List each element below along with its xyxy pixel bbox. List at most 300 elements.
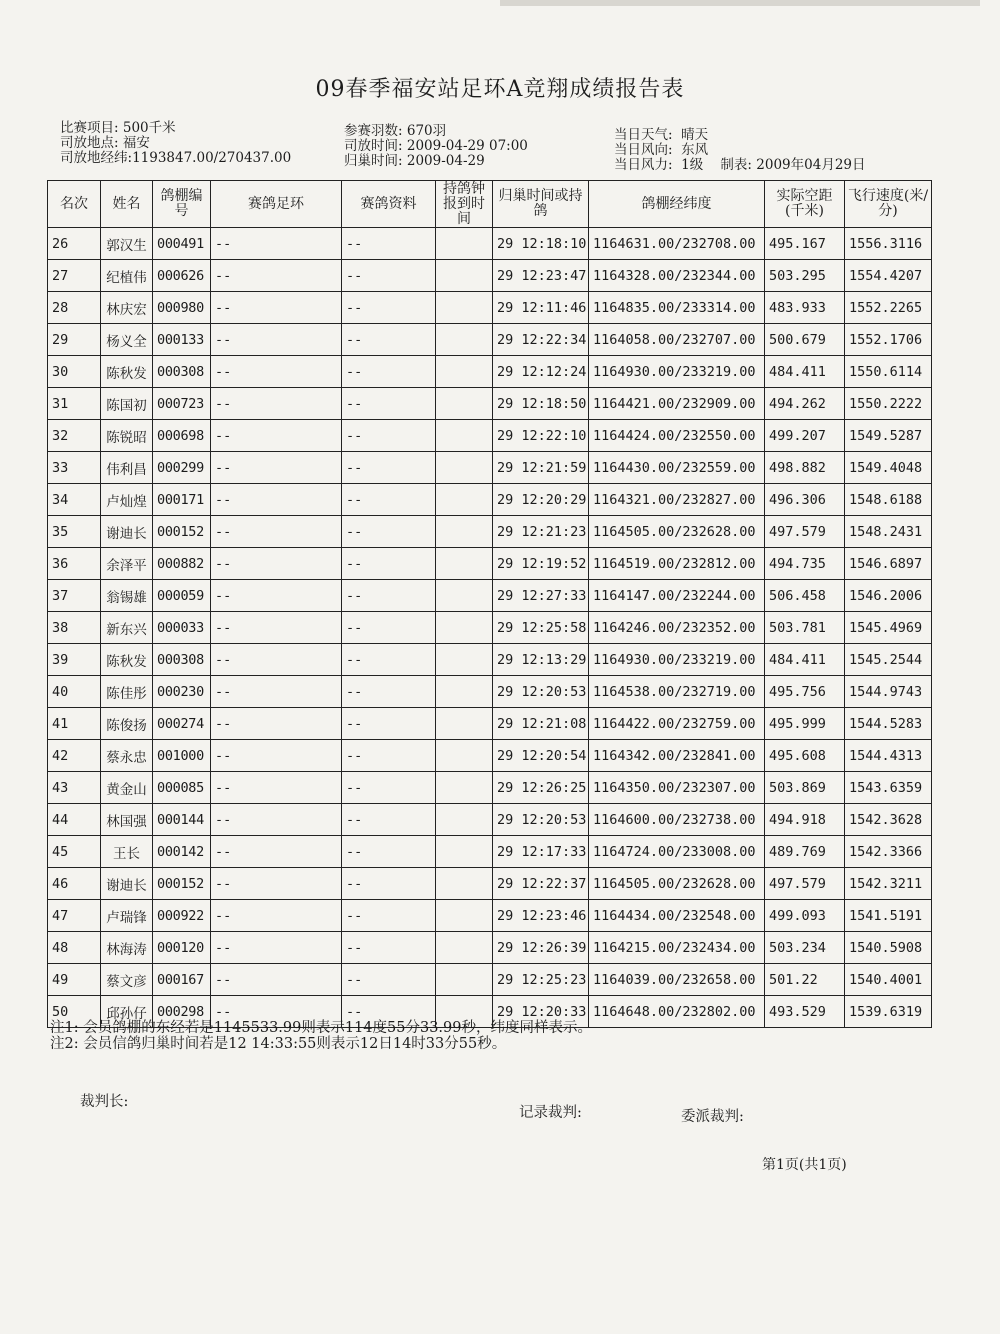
cell-coords: 1164430.00/232559.00: [589, 452, 765, 484]
cell-coords: 1164147.00/232244.00: [589, 580, 765, 612]
note-2: 注2: 会员信鸽归巢时间若是12 14:33:55则表示12日14时33分55秒。: [50, 1036, 507, 1052]
cell-info: --: [342, 388, 436, 420]
info-left: [60, 121, 291, 166]
wind-force-value: 1级: [681, 157, 704, 173]
cell-name: 伟利昌: [101, 452, 153, 484]
cell-speed: 1544.5283: [845, 708, 932, 740]
cell-speed: 1546.6897: [845, 548, 932, 580]
table-row: [48, 292, 932, 324]
table-row: [48, 804, 932, 836]
cell-rank: 46: [48, 868, 101, 900]
cell-loft-id: 000698: [153, 420, 211, 452]
cell-ring: --: [211, 292, 342, 324]
cell-rank: 33: [48, 452, 101, 484]
table-body: [48, 228, 932, 1028]
weather-label: 当日天气:: [614, 127, 673, 143]
cell-rank: 43: [48, 772, 101, 804]
cell-name: 陈佳彤: [101, 676, 153, 708]
results-table: [47, 180, 932, 1028]
cell-loft-id: 000299: [153, 452, 211, 484]
cell-name: 郭汉生: [101, 228, 153, 260]
cell-coords: 1164835.00/233314.00: [589, 292, 765, 324]
cell-info: --: [342, 452, 436, 484]
cell-loft-id: 000120: [153, 932, 211, 964]
cell-info: --: [342, 676, 436, 708]
chief-judge-label: 裁判长:: [80, 1094, 129, 1110]
cell-clock: [436, 548, 493, 580]
cell-speed: 1545.4969: [845, 612, 932, 644]
cell-rank: 37: [48, 580, 101, 612]
cell-distance: 489.769: [765, 836, 845, 868]
cell-speed: 1549.5287: [845, 420, 932, 452]
cell-ring: --: [211, 612, 342, 644]
cell-rank: 31: [48, 388, 101, 420]
cell-return: 29 12:18:50: [493, 388, 589, 420]
col-rank: 名次: [48, 181, 101, 228]
cell-loft-id: 000230: [153, 676, 211, 708]
cell-coords: 1164424.00/232550.00: [589, 420, 765, 452]
cell-info: --: [342, 516, 436, 548]
cell-clock: [436, 708, 493, 740]
cell-ring: --: [211, 324, 342, 356]
cell-loft-id: 000144: [153, 804, 211, 836]
cell-coords: 1164434.00/232548.00: [589, 900, 765, 932]
table-row: [48, 708, 932, 740]
cell-name: 谢迪长: [101, 516, 153, 548]
cell-coords: 1164505.00/232628.00: [589, 868, 765, 900]
cell-clock: [436, 260, 493, 292]
col-distance: 实际空距(千米): [765, 181, 845, 228]
cell-return: 29 12:21:23: [493, 516, 589, 548]
cell-return: 29 12:20:53: [493, 676, 589, 708]
cell-ring: --: [211, 420, 342, 452]
cell-speed: 1549.4048: [845, 452, 932, 484]
cell-distance: 503.781: [765, 612, 845, 644]
cell-rank: 28: [48, 292, 101, 324]
cell-loft-id: 000308: [153, 644, 211, 676]
release-coords-label: 司放地经纬:: [60, 150, 133, 166]
cell-info: --: [342, 708, 436, 740]
cell-loft-id: 000085: [153, 772, 211, 804]
col-speed: 飞行速度(米/分): [845, 181, 932, 228]
cell-rank: 42: [48, 740, 101, 772]
cell-info: --: [342, 772, 436, 804]
cell-coords: 1164600.00/232738.00: [589, 804, 765, 836]
cell-coords: 1164930.00/233219.00: [589, 644, 765, 676]
cell-distance: 497.579: [765, 516, 845, 548]
cell-return: 29 12:20:53: [493, 804, 589, 836]
col-clock: 持鸽钟报到时间: [436, 181, 493, 228]
cell-clock: [436, 612, 493, 644]
cell-distance: 495.608: [765, 740, 845, 772]
cell-rank: 36: [48, 548, 101, 580]
cell-speed: 1542.3628: [845, 804, 932, 836]
cell-rank: 29: [48, 324, 101, 356]
cell-loft-id: 000308: [153, 356, 211, 388]
cell-speed: 1542.3211: [845, 868, 932, 900]
cell-rank: 35: [48, 516, 101, 548]
cell-name: 陈秋发: [101, 644, 153, 676]
col-ring: 赛鸽足环: [211, 181, 342, 228]
cell-return: 29 12:26:39: [493, 932, 589, 964]
cell-name: 新东兴: [101, 612, 153, 644]
cell-info: --: [342, 356, 436, 388]
cell-distance: 493.529: [765, 996, 845, 1028]
cell-clock: [436, 356, 493, 388]
cell-coords: 1164342.00/232841.00: [589, 740, 765, 772]
cell-ring: --: [211, 836, 342, 868]
cell-return: 29 12:11:46: [493, 292, 589, 324]
cell-distance: 494.918: [765, 804, 845, 836]
cell-loft-id: 000167: [153, 964, 211, 996]
cell-clock: [436, 804, 493, 836]
col-info: 赛鸽资料: [342, 181, 436, 228]
cell-rank: 41: [48, 708, 101, 740]
cell-coords: 1164421.00/232909.00: [589, 388, 765, 420]
cell-rank: 27: [48, 260, 101, 292]
scan-edge: [500, 0, 980, 6]
col-name: 姓名: [101, 181, 153, 228]
cell-info: --: [342, 324, 436, 356]
cell-info: --: [342, 900, 436, 932]
table-row: [48, 356, 932, 388]
cell-return: 29 12:17:33: [493, 836, 589, 868]
table-row: [48, 644, 932, 676]
cell-name: 蔡文彦: [101, 964, 153, 996]
cell-clock: [436, 580, 493, 612]
cell-rank: 47: [48, 900, 101, 932]
cell-loft-id: 000491: [153, 228, 211, 260]
cell-speed: 1550.6114: [845, 356, 932, 388]
cell-ring: --: [211, 356, 342, 388]
cell-speed: 1544.9743: [845, 676, 932, 708]
cell-distance: 494.262: [765, 388, 845, 420]
cell-ring: --: [211, 260, 342, 292]
cell-name: 王长: [101, 836, 153, 868]
cell-coords: 1164350.00/232307.00: [589, 772, 765, 804]
cell-distance: 495.999: [765, 708, 845, 740]
cell-speed: 1552.2265: [845, 292, 932, 324]
cell-ring: --: [211, 740, 342, 772]
cell-loft-id: 000033: [153, 612, 211, 644]
wind-force-label: 当日风力:: [614, 157, 673, 173]
cell-distance: 494.735: [765, 548, 845, 580]
cell-info: --: [342, 868, 436, 900]
col-coords: 鸽棚经纬度: [589, 181, 765, 228]
info-middle: [344, 124, 528, 169]
cell-info: --: [342, 548, 436, 580]
return-time-value: 2009-04-29: [406, 153, 485, 169]
cell-name: 杨义全: [101, 324, 153, 356]
cell-coords: 1164328.00/232344.00: [589, 260, 765, 292]
cell-ring: --: [211, 484, 342, 516]
cell-distance: 499.207: [765, 420, 845, 452]
cell-return: 29 12:13:29: [493, 644, 589, 676]
cell-clock: [436, 420, 493, 452]
cell-ring: --: [211, 804, 342, 836]
cell-distance: 503.295: [765, 260, 845, 292]
cell-return: 29 12:22:37: [493, 868, 589, 900]
cell-distance: 496.306: [765, 484, 845, 516]
table-row: [48, 580, 932, 612]
cell-coords: 1164039.00/232658.00: [589, 964, 765, 996]
cell-loft-id: 000882: [153, 548, 211, 580]
cell-loft-id: 000298: [153, 996, 211, 1028]
cell-rank: 34: [48, 484, 101, 516]
table-row: [48, 676, 932, 708]
cell-coords: 1164321.00/232827.00: [589, 484, 765, 516]
cell-speed: 1540.4001: [845, 964, 932, 996]
cell-clock: [436, 772, 493, 804]
cell-clock: [436, 516, 493, 548]
cell-speed: 1542.3366: [845, 836, 932, 868]
cell-coords: 1164930.00/233219.00: [589, 356, 765, 388]
event-label: 比赛项目:: [60, 120, 119, 136]
cell-return: 29 12:23:46: [493, 900, 589, 932]
cell-coords: 1164519.00/232812.00: [589, 548, 765, 580]
cell-loft-id: 000922: [153, 900, 211, 932]
wind-dir-label: 当日风向:: [614, 142, 673, 158]
cell-distance: 501.22: [765, 964, 845, 996]
cell-rank: 39: [48, 644, 101, 676]
cell-speed: 1548.2431: [845, 516, 932, 548]
cell-name: 余泽平: [101, 548, 153, 580]
cell-coords: 1164058.00/232707.00: [589, 324, 765, 356]
release-coords-value: 1193847.00/270437.00: [132, 150, 292, 166]
cell-clock: [436, 868, 493, 900]
table-row: [48, 516, 932, 548]
cell-clock: [436, 292, 493, 324]
recorder-label: 记录裁判:: [519, 1105, 582, 1121]
cell-return: 29 12:18:10: [493, 228, 589, 260]
cell-name: 邱孙仔: [101, 996, 153, 1028]
delegate-label: 委派裁判:: [681, 1109, 744, 1125]
cell-name: 陈国初: [101, 388, 153, 420]
cell-clock: [436, 900, 493, 932]
cell-name: 卢瑞锋: [101, 900, 153, 932]
cell-name: 黄金山: [101, 772, 153, 804]
cell-clock: [436, 932, 493, 964]
release-time-value: 2009-04-29 07:00: [406, 138, 528, 154]
cell-ring: --: [211, 676, 342, 708]
col-return: 归巢时间或持鸽: [493, 181, 589, 228]
cell-clock: [436, 484, 493, 516]
cell-name: 陈锐昭: [101, 420, 153, 452]
cell-distance: 499.093: [765, 900, 845, 932]
cell-coords: 1164648.00/232802.00: [589, 996, 765, 1028]
cell-distance: 503.234: [765, 932, 845, 964]
table-row: [48, 228, 932, 260]
cell-info: --: [342, 260, 436, 292]
release-time-label: 司放时间:: [344, 138, 403, 154]
cell-info: --: [342, 836, 436, 868]
cell-loft-id: 000626: [153, 260, 211, 292]
cell-return: 29 12:27:33: [493, 580, 589, 612]
cell-clock: [436, 740, 493, 772]
cell-name: 纪植伟: [101, 260, 153, 292]
cell-ring: --: [211, 228, 342, 260]
cell-rank: 40: [48, 676, 101, 708]
entries-label: 参赛羽数:: [344, 123, 403, 139]
cell-coords: 1164631.00/232708.00: [589, 228, 765, 260]
table-row: [48, 420, 932, 452]
cell-name: 陈俊扬: [101, 708, 153, 740]
cell-ring: --: [211, 388, 342, 420]
cell-return: 29 12:25:58: [493, 612, 589, 644]
info-right: [614, 128, 866, 173]
cell-loft-id: 000133: [153, 324, 211, 356]
release-place-value: 福安: [122, 135, 150, 151]
cell-rank: 38: [48, 612, 101, 644]
cell-ring: --: [211, 868, 342, 900]
weather-value: 晴天: [681, 127, 709, 143]
cell-name: 林海涛: [101, 932, 153, 964]
cell-return: 29 12:21:08: [493, 708, 589, 740]
cell-distance: 495.167: [765, 228, 845, 260]
release-place-label: 司放地点:: [60, 135, 119, 151]
cell-info: --: [342, 292, 436, 324]
cell-info: --: [342, 420, 436, 452]
cell-ring: --: [211, 900, 342, 932]
cell-distance: 506.458: [765, 580, 845, 612]
cell-clock: [436, 644, 493, 676]
cell-coords: 1164538.00/232719.00: [589, 676, 765, 708]
cell-ring: --: [211, 516, 342, 548]
table-row: [48, 324, 932, 356]
cell-return: 29 12:12:24: [493, 356, 589, 388]
col-loft-id: 鸽棚编号: [153, 181, 211, 228]
cell-loft-id: 000980: [153, 292, 211, 324]
table-row: [48, 388, 932, 420]
cell-loft-id: 000723: [153, 388, 211, 420]
cell-name: 卢灿煌: [101, 484, 153, 516]
cell-distance: 500.679: [765, 324, 845, 356]
cell-speed: 1552.1706: [845, 324, 932, 356]
cell-info: --: [342, 996, 436, 1028]
cell-rank: 45: [48, 836, 101, 868]
cell-distance: 498.882: [765, 452, 845, 484]
cell-speed: 1548.6188: [845, 484, 932, 516]
cell-rank: 49: [48, 964, 101, 996]
cell-info: --: [342, 964, 436, 996]
table-row: [48, 836, 932, 868]
cell-return: 29 12:26:25: [493, 772, 589, 804]
cell-clock: [436, 964, 493, 996]
cell-speed: 1546.2006: [845, 580, 932, 612]
cell-info: --: [342, 740, 436, 772]
cell-loft-id: 000142: [153, 836, 211, 868]
cell-distance: 503.869: [765, 772, 845, 804]
entries-value: 670羽: [406, 123, 447, 139]
cell-name: 林国强: [101, 804, 153, 836]
cell-speed: 1544.4313: [845, 740, 932, 772]
table-row: [48, 740, 932, 772]
cell-ring: --: [211, 580, 342, 612]
page-title: 09春季福安站足环A竞翔成绩报告表: [315, 77, 685, 102]
cell-return: 29 12:22:34: [493, 324, 589, 356]
cell-loft-id: 000171: [153, 484, 211, 516]
cell-ring: --: [211, 996, 342, 1028]
cell-speed: 1540.5908: [845, 932, 932, 964]
cell-return: 29 12:22:10: [493, 420, 589, 452]
cell-ring: --: [211, 772, 342, 804]
cell-rank: 50: [48, 996, 101, 1028]
table-row: [48, 452, 932, 484]
cell-rank: 32: [48, 420, 101, 452]
cell-ring: --: [211, 708, 342, 740]
cell-info: --: [342, 580, 436, 612]
cell-coords: 1164246.00/232352.00: [589, 612, 765, 644]
cell-return: 29 12:20:54: [493, 740, 589, 772]
cell-clock: [436, 228, 493, 260]
cell-speed: 1556.3116: [845, 228, 932, 260]
cell-speed: 1550.2222: [845, 388, 932, 420]
cell-coords: 1164215.00/232434.00: [589, 932, 765, 964]
event-value: 500千米: [122, 120, 176, 136]
notes: [50, 1020, 592, 1052]
cell-info: --: [342, 644, 436, 676]
cell-coords: 1164422.00/232759.00: [589, 708, 765, 740]
table-row: [48, 260, 932, 292]
table-row: [48, 484, 932, 516]
cell-ring: --: [211, 548, 342, 580]
note-1: 注1: 会员鸽棚的东经若是1145533.99则表示114度55分33.99秒，纬度同样表示。: [50, 1020, 592, 1036]
cell-speed: 1554.4207: [845, 260, 932, 292]
cell-clock: [436, 452, 493, 484]
cell-return: 29 12:20:33: [493, 996, 589, 1028]
cell-distance: 484.411: [765, 356, 845, 388]
cell-ring: --: [211, 452, 342, 484]
cell-speed: 1545.2544: [845, 644, 932, 676]
cell-coords: 1164505.00/232628.00: [589, 516, 765, 548]
cell-speed: 1541.5191: [845, 900, 932, 932]
cell-ring: --: [211, 644, 342, 676]
cell-loft-id: 000152: [153, 868, 211, 900]
cell-return: 29 12:21:59: [493, 452, 589, 484]
table-row: [48, 964, 932, 996]
cell-ring: --: [211, 932, 342, 964]
cell-name: 谢迪长: [101, 868, 153, 900]
cell-rank: 48: [48, 932, 101, 964]
cell-return: 29 12:25:23: [493, 964, 589, 996]
cell-return: 29 12:20:29: [493, 484, 589, 516]
cell-distance: 497.579: [765, 868, 845, 900]
cell-rank: 30: [48, 356, 101, 388]
cell-info: --: [342, 932, 436, 964]
table-row: [48, 772, 932, 804]
cell-info: --: [342, 228, 436, 260]
table-row: [48, 868, 932, 900]
cell-speed: 1543.6359: [845, 772, 932, 804]
cell-ring: --: [211, 964, 342, 996]
cell-distance: 483.933: [765, 292, 845, 324]
cell-coords: 1164724.00/233008.00: [589, 836, 765, 868]
cell-clock: [436, 836, 493, 868]
cell-loft-id: 000274: [153, 708, 211, 740]
cell-rank: 26: [48, 228, 101, 260]
cell-speed: 1539.6319: [845, 996, 932, 1028]
cell-distance: 484.411: [765, 644, 845, 676]
return-time-label: 归巢时间:: [344, 153, 403, 169]
cell-clock: [436, 388, 493, 420]
cell-distance: 495.756: [765, 676, 845, 708]
cell-loft-id: 000152: [153, 516, 211, 548]
cell-return: 29 12:23:47: [493, 260, 589, 292]
cell-loft-id: 000059: [153, 580, 211, 612]
made-value: 2009年04月29日: [756, 157, 866, 173]
cell-name: 蔡永忠: [101, 740, 153, 772]
cell-name: 陈秋发: [101, 356, 153, 388]
